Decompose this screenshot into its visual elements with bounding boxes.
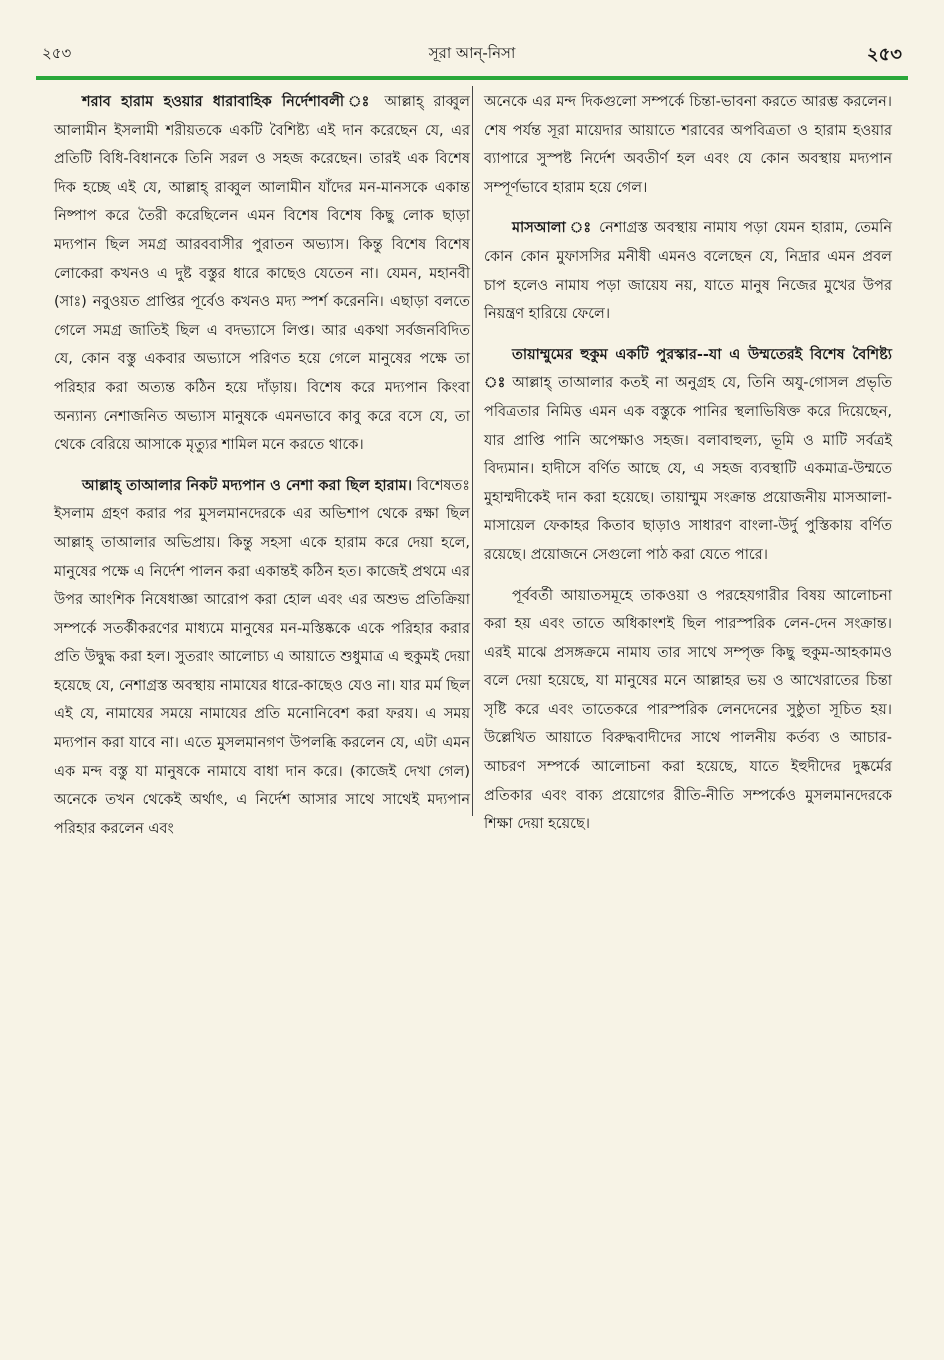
paragraph-heading: মাসআলা ঃ (512, 220, 593, 237)
paragraph-text: পূর্ববর্তী আয়াতসমূহে তাকওয়া ও পরহেযগারীর বিষয় আলোচনা করা হয় এবং তাতে অধিকাংশই ছিল পারস্পরিক লেন-দেন সংক্রান্ত। এরই মাঝে প্রসঙ্গক্রমে নামায তার সাথে সম্পৃক্ত কিছু হুকুম-আহকামও বলে দেয়া হয়েছে, যা মানুষের মনে আল্লাহর ভয় ও আখেরাতের চিন্তা সৃষ্টি করে এবং তাতেকরে পারস্পরিক লেনদেনের সুষ্ঠুতা সূচিত হয়। উল্লেখিত আয়াতে বিরুদ্ধবাদীদের সাথে পালনীয় কর্তব্য ও আচার-আচরণ সম্পর্কে আলোচনা করা হয়েছে, যাতে ইহুদীদের দুষ্কর্মের প্রতিকার এবং বাক্য প্রয়োগের রীতি-নীতি সম্পর্কেও মুসলমানদেরকে শিক্ষা দেয়া হয়েছে। (484, 587, 892, 833)
paragraph-text: বিশেষতঃ ইসলাম গ্রহণ করার পর মুসলমানদেরকে এর অভিশাপ থেকে রক্ষা ছিল আল্লাহ্ তাআলার অভিপ্রায়। কিন্তু সহসা একে হারাম করে দেয়া হলে, মানুষের পক্ষে এ নির্দেশ পালন করা একান্তই কঠিন হত। কাজেই প্রথমে এর উপর আংশিক নিষেধাজ্ঞা আরোপ করা হোল এবং এর অশুভ প্রতিক্রিয়া সম্পর্কে সতর্কীকরণের মাধ্যমে মানুষের মন-মস্তিষ্ককে একে পরিহার করার প্রতি উদ্বুদ্ধ করা হল। সুতরাং আলোচ্য এ আয়াতে শুধুমাত্র এ হুকুমই দেয়া হয়েছে যে, নেশাগ্রস্ত অবস্থায় নামাযের ধারে-কাছেও যেও না। যার মর্ম ছিল এই যে, নামাযের সময়ে নামাযের প্রতি মনোনিবেশ করা ফরয। এ সময় মদ্যপান করা যাবে না। এতে মুসলমানগণ উপলব্ধি করলেন যে, এটা এমন এক মন্দ বস্তু যা মানুষকে নামাযে বাধা দান করে। (কাজেই দেখা গেল) অনেকে তখন থেকেই অর্থাৎ, এ নির্দেশ আসার সাথে সাথেই মদ্যপান পরিহার করলেন এবং (54, 477, 470, 837)
paragraph-heading: আল্লাহ্ তাআলার নিকট মদ্যপান ও নেশা করা ছিল হারাম। (82, 477, 413, 494)
paragraph-heading: তায়াম্মুমের হুকুম একটি পুরস্কার--যা এ উম্মতেরই বিশেষ বৈশিষ্ট্য ঃ (484, 346, 892, 392)
column-divider (472, 86, 473, 816)
page-number-right: ২৫৩ (866, 44, 902, 65)
chapter-title: সূরা আন্-নিসা (428, 44, 516, 62)
paragraph (54, 472, 470, 844)
paragraph (54, 88, 470, 460)
left-column (54, 88, 470, 855)
header-rule (36, 76, 908, 80)
paragraph-text: আল্লাহ্ রাব্বুল আলামীন ইসলামী শরীয়তকে একটি বৈশিষ্ট্য এই দান করেছেন যে, এর প্রতিটি বিধি-বিধানকে তিনি সরল ও সহজ করেছেন। তারই এক বিশেষ দিক হচ্ছে এই যে, আল্লাহ্ রাব্বুল আলামীন যাঁদের মন-মানসকে একান্ত নিষ্পাপ করে তৈরী করেছিলেন এমন বিশেষ বিশেষ কিছু লোক ছাড়া মদ্যপান ছিল সমগ্র আরববাসীর পুরাতন অভ্যাস। কিন্তু বিশেষ বিশেষ লোকেরা কখনও এ দুষ্ট বস্তুর ধারে কাছেও যেতেন না। যেমন, মহানবী (সাঃ) নবুওয়ত প্রাপ্তির পূর্বেও কখনও মদ্য স্পর্শ করেননি। এছাড়া বলতে গেলে সমগ্র জাতিই ছিল এ বদভ্যাসে লিপ্ত। আর একথা সর্বজনবিদিত যে, কোন বস্তু একবার অভ্যাসে পরিণত হয়ে গেলে মানুষের পক্ষে তা পরিহার করা অত্যন্ত কঠিন হয়ে দাঁড়ায়। বিশেষ করে মদ্যপান কিংবা অন্যান্য নেশাজনিত অভ্যাস মানুষকে এমনভাবে কাবু করে বসে যে, তা থেকে বেরিয়ে আসাকে মৃত্যুর শামিল মনে করতে থাকে। (54, 94, 470, 454)
page-header (36, 30, 908, 70)
paragraph-text: আল্লাহ্ তাআলার কতই না অনুগ্রহ যে, তিনি অযু-গোসল প্রভৃতি পবিত্রতার নিমিত্ত এমন এক বস্তুকে পানির স্থলাভিষিক্ত করে দিয়েছেন, যার প্রাপ্তি পানি অপেক্ষাও সহজ। বলাবাহুল্য, ভূমি ও মাটি সর্বত্রই বিদ্যমান। হাদীসে বর্ণিত আছে যে, এ সহজ ব্যবস্থাটি একমাত্র-উম্মতে মুহাম্মদীকেই দান করা হয়েছে। তায়াম্মুম সংক্রান্ত প্রয়োজনীয় মাসআলা-মাসায়েল ফেকাহর কিতাব ছাড়াও সাধারণ বাংলা-উর্দু পুস্তিকায় বর্ণিত রয়েছে। প্রয়োজনে সেগুলো পাঠ করা যেতে পারে। (484, 375, 892, 563)
paragraph (484, 88, 892, 202)
page-number-left: ২৫৩ (42, 44, 72, 62)
paragraph-text: নেশাগ্রস্ত অবস্থায় নামায পড়া যেমন হারাম, তেমনি কোন কোন মুফাসসির মনীষী এমনও বলেছেন যে, নিদ্রার এমন প্রবল চাপ হলেও নামায পড়া জায়েয নয়, যাতে মানুষ নিজের মুখের উপর নিয়ন্ত্রণ হারিয়ে ফেলে। (484, 220, 892, 323)
paragraph (484, 582, 892, 839)
paragraph-text: অনেকে এর মন্দ দিকগুলো সম্পর্কে চিন্তা-ভাবনা করতে আরম্ভ করলেন। শেষ পর্যন্ত সূরা মায়েদার আয়াতে শরাবের অপবিত্রতা ও হারাম হওয়ার ব্যাপারে সুস্পষ্ট নির্দেশ অবতীর্ণ হল এবং যে কোন অবস্থায় মদ্যপান সম্পূর্ণভাবে হারাম হয়ে গেল। (484, 94, 892, 196)
paragraph-heading: শরাব হারাম হওয়ার ধারাবাহিক নির্দেশাবলী ঃ (82, 94, 375, 110)
paragraph (484, 341, 892, 570)
paragraph (484, 214, 892, 328)
right-column (484, 88, 892, 851)
